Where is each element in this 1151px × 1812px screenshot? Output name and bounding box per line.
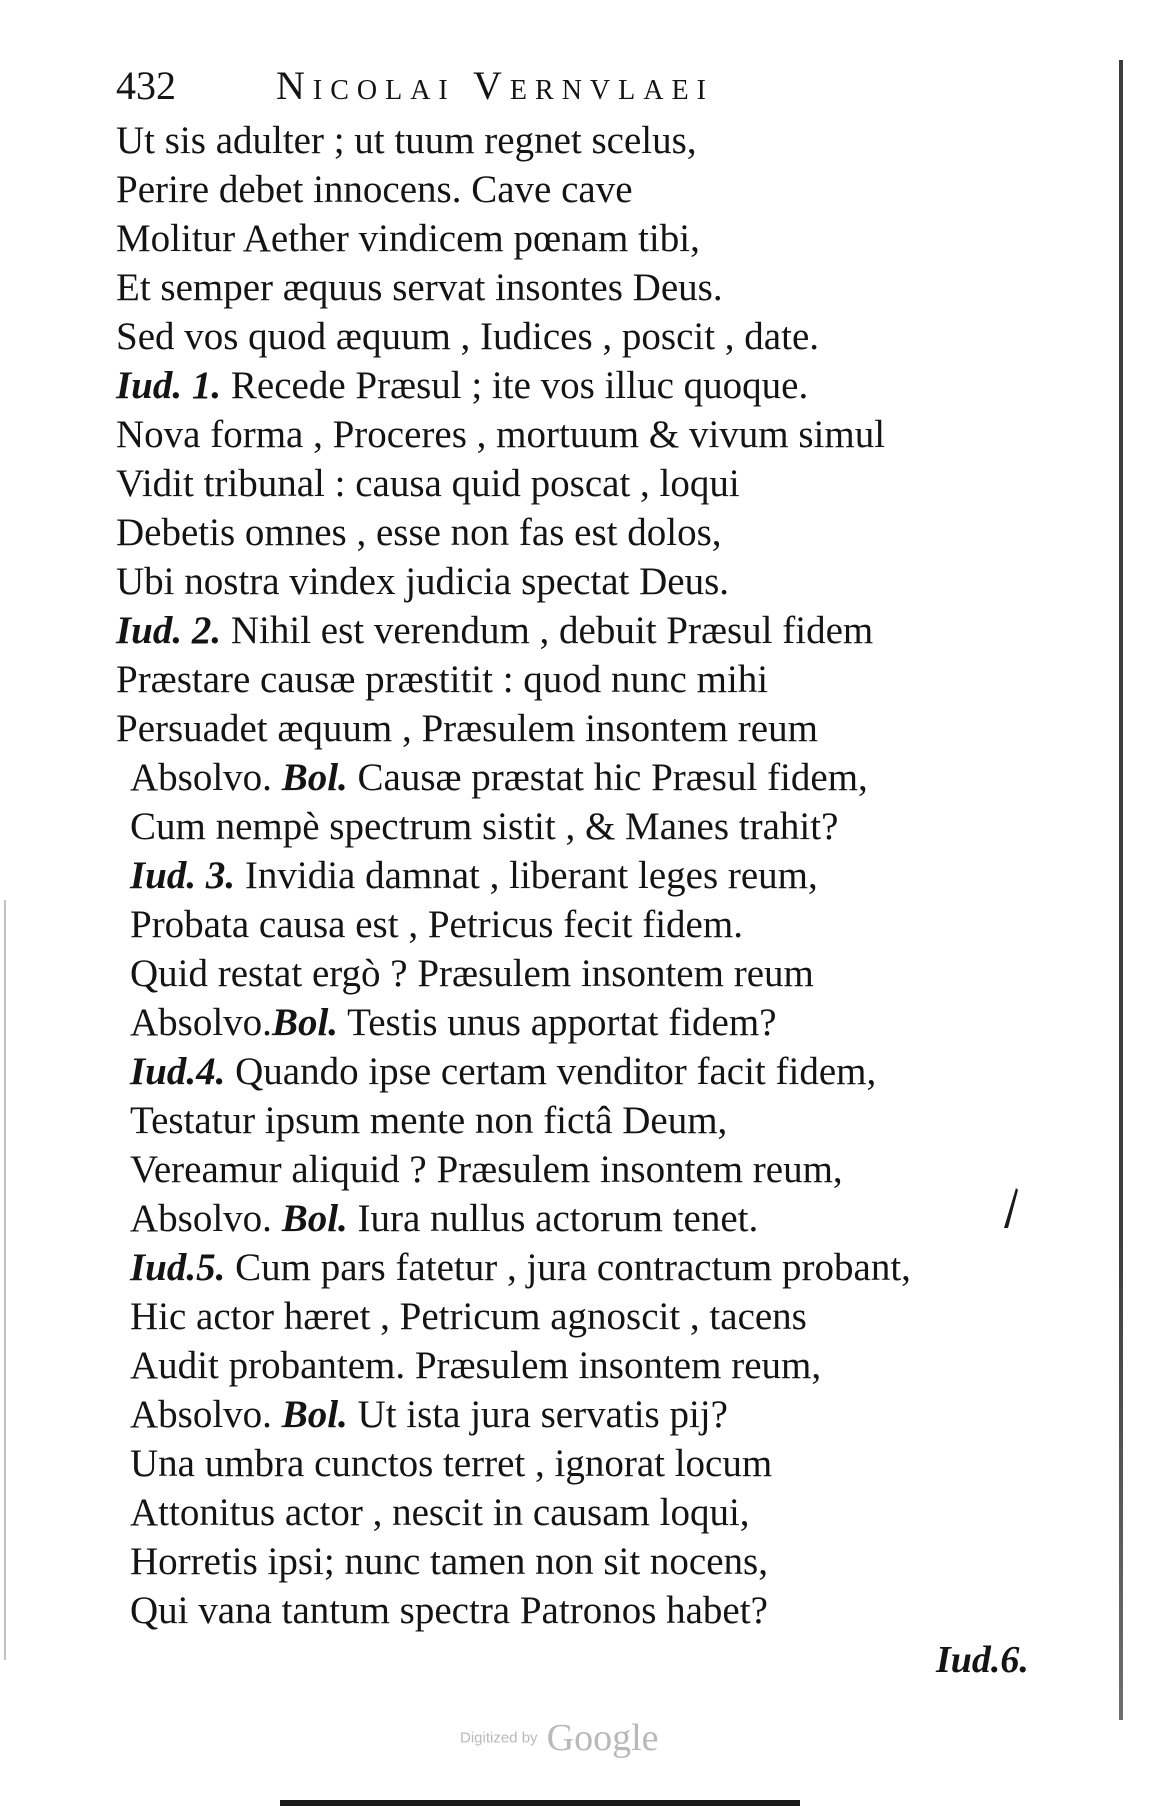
- verse-line-text: Vidit tribunal : causa quid poscat , loqui: [116, 462, 740, 505]
- verse-line-text: Vereamur aliquid ? Præsulem insontem reum,: [130, 1148, 843, 1191]
- verse-line: [116, 410, 1076, 459]
- verse-line: [116, 606, 1076, 655]
- verse-line-text: Et semper æquus servat insontes Deus.: [116, 266, 723, 309]
- verse-line-text: Qui vana tantum spectra Patronos habet?: [130, 1589, 768, 1632]
- verse-line-text: Audit probantem. Præsulem insontem reum,: [130, 1344, 822, 1387]
- verse-line-text: Quid restat ergò ? Præsulem insontem reum: [130, 952, 814, 995]
- verse-line: [116, 361, 1076, 410]
- verse-line-text: Testatur ipsum mente non fictâ Deum,: [130, 1099, 728, 1142]
- verse-line: [116, 165, 1076, 214]
- verse-line-text: Recede Præsul ; ite vos illuc quoque.: [221, 364, 809, 407]
- verse-line: [116, 1341, 1076, 1390]
- verse-line: [116, 312, 1076, 361]
- watermark-prefix: Digitized by: [460, 1729, 538, 1747]
- watermark-brand: Google: [546, 1717, 659, 1759]
- verse-line-text: Causæ præstat hic Præsul fidem,: [347, 756, 868, 799]
- verse-line-text: Probata causa est , Petricus fecit fidem.: [130, 903, 743, 946]
- speaker-label: Bol.: [271, 1001, 339, 1044]
- verse-line-text: Ubi nostra vindex judicia spectat Deus.: [116, 560, 730, 603]
- speaker-label: Bol.: [281, 756, 348, 799]
- speaker-label: Iud. 3.: [130, 854, 236, 897]
- verse-line: [116, 459, 1076, 508]
- verse-line-text: Attonitus actor , nescit in causam loqui,: [130, 1491, 750, 1534]
- verse-line-text: Una umbra cunctos terret , ignorat locum: [130, 1442, 773, 1485]
- verse-line: [116, 949, 1076, 998]
- verse-line: [116, 1537, 1076, 1586]
- verse-line-text: Debetis omnes , esse non fas est dolos,: [116, 511, 722, 554]
- verse-line-text: Horretis ipsi; nunc tamen non sit nocens,: [130, 1540, 768, 1583]
- verse-line-text: Ut ista jura servatis pij?: [347, 1393, 728, 1436]
- verse-line: [116, 998, 1076, 1047]
- verse-line-text: Absolvo.: [130, 1001, 272, 1044]
- verse-line: [116, 263, 1076, 312]
- bottom-edge-rule: [280, 1800, 800, 1806]
- speaker-label: Bol.: [281, 1393, 348, 1436]
- verse-line: [116, 900, 1076, 949]
- speaker-label: Iud. 1.: [116, 364, 222, 407]
- digitized-watermark: [460, 1716, 659, 1766]
- verse-line-text: Sed vos quod æquum , Iudices , poscit , date.: [116, 315, 820, 358]
- verse-line: [116, 1145, 1076, 1194]
- verse-line-text: Iura nullus actorum tenet.: [347, 1197, 759, 1240]
- verse-line-text: Nihil est verendum , debuit Præsul fidem: [221, 609, 874, 652]
- page-edge-left-shadow: [4, 900, 6, 1660]
- verse-line: [116, 753, 1076, 802]
- verse-line-text: Cum pars fatetur , jura contractum probant,: [225, 1246, 911, 1289]
- verse-line-text: Ut sis adulter ; ut tuum regnet scelus,: [116, 119, 697, 162]
- catchword: Iud.6.: [936, 1639, 1029, 1681]
- verse-line: [116, 1096, 1076, 1145]
- verse-line-text: Nova forma , Proceres , mortuum & vivum simul: [116, 413, 886, 456]
- verse-line: [116, 802, 1076, 851]
- verse-line: [116, 655, 1076, 704]
- verse-line-text: Cum nempè spectrum sistit , & Manes trahit?: [130, 805, 839, 848]
- verse-line: [116, 851, 1076, 900]
- verse-line-text: Quando ipse certam venditor facit fidem,: [225, 1050, 877, 1093]
- verse-line: [116, 1439, 1076, 1488]
- verse-line-text: Absolvo.: [130, 1197, 282, 1240]
- page-header: [116, 58, 876, 114]
- ink-tick-mark-icon: [1000, 1184, 1020, 1230]
- page-edge-shadow: [1119, 60, 1123, 1720]
- running-head: Nicolai Vernvlaei: [276, 63, 714, 108]
- verse-line-text: Persuadet æquum , Præsulem insontem reum: [116, 707, 818, 750]
- verse-line: [116, 508, 1076, 557]
- verse-line: [116, 1194, 1076, 1243]
- verse-line-text: Præstare causæ præstitit : quod nunc mihi: [116, 658, 769, 701]
- verse-line-text: Molitur Aether vindicem pœnam tibi,: [116, 217, 700, 260]
- verse-line: [116, 1488, 1076, 1537]
- verse-line: [116, 1243, 1076, 1292]
- verse-line-text: Invidia damnat , liberant leges reum,: [235, 854, 818, 897]
- speaker-label: Bol.: [281, 1197, 348, 1240]
- verse-line-text: Absolvo.: [130, 1393, 282, 1436]
- verse-line-text: Perire debet innocens. Cave cave: [116, 168, 633, 211]
- speaker-label: Iud.5.: [130, 1246, 226, 1289]
- verse-line-text: Hic actor hæret , Petricum agnoscit , tacens: [130, 1295, 807, 1338]
- verse-line: [116, 116, 1076, 165]
- verse-line-text: Absolvo.: [130, 756, 282, 799]
- verse-line: [116, 214, 1076, 263]
- verse-line: [116, 1292, 1076, 1341]
- speaker-label: Iud.4.: [130, 1050, 226, 1093]
- verse-line: [116, 1586, 1076, 1635]
- verse-line: [116, 704, 1076, 753]
- speaker-label: Iud. 2.: [116, 609, 222, 652]
- verse-text: [116, 116, 1076, 1635]
- verse-line: [116, 557, 1076, 606]
- page-number: 432: [116, 63, 176, 108]
- verse-line: [116, 1047, 1076, 1096]
- verse-line: [116, 1390, 1076, 1439]
- verse-line-text: Testis unus apportat fidem?: [338, 1001, 777, 1044]
